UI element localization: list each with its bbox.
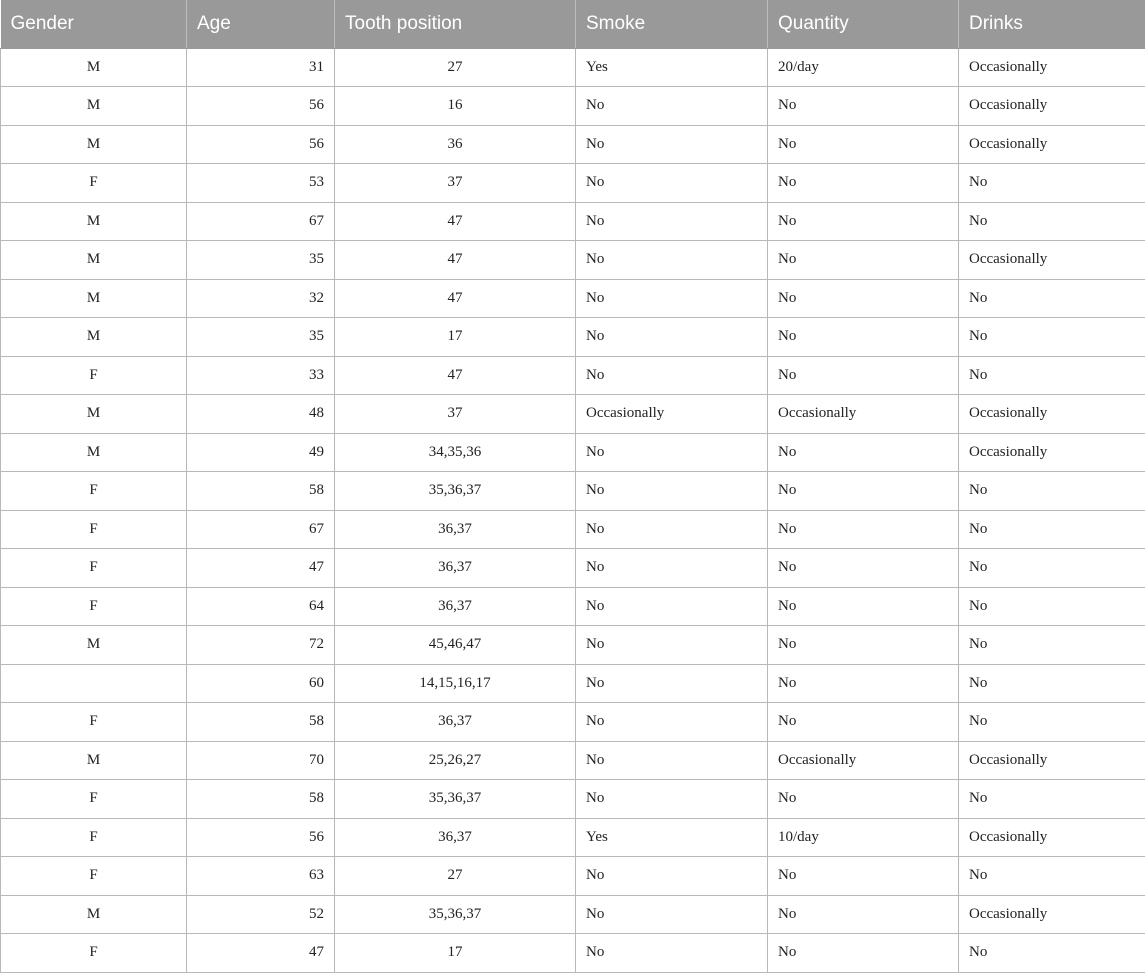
cell-age: 49: [187, 433, 335, 472]
table-row: [1, 48, 1145, 87]
cell-smoke: No: [576, 626, 768, 665]
cell-drinks: Occasionally: [959, 125, 1145, 164]
cell-tooth-position: 37: [335, 164, 576, 203]
cell-smoke: No: [576, 279, 768, 318]
cell-quantity: No: [768, 356, 959, 395]
cell-gender: M: [1, 202, 187, 241]
cell-quantity: No: [768, 703, 959, 742]
cell-drinks: No: [959, 202, 1145, 241]
cell-smoke: No: [576, 241, 768, 280]
cell-gender: F: [1, 472, 187, 511]
cell-quantity: No: [768, 202, 959, 241]
cell-tooth-position: 36,37: [335, 510, 576, 549]
cell-drinks: No: [959, 780, 1145, 819]
cell-drinks: No: [959, 664, 1145, 703]
cell-tooth-position: 16: [335, 87, 576, 126]
cell-age: 67: [187, 510, 335, 549]
cell-smoke: No: [576, 895, 768, 934]
cell-age: 70: [187, 741, 335, 780]
cell-drinks: Occasionally: [959, 87, 1145, 126]
cell-tooth-position: 35,36,37: [335, 895, 576, 934]
cell-gender: M: [1, 125, 187, 164]
table-row: [1, 587, 1145, 626]
cell-gender: M: [1, 279, 187, 318]
cell-smoke: No: [576, 433, 768, 472]
table-row: [1, 780, 1145, 819]
cell-quantity: No: [768, 318, 959, 357]
cell-drinks: No: [959, 510, 1145, 549]
cell-smoke: No: [576, 857, 768, 896]
cell-age: 63: [187, 857, 335, 896]
cell-tooth-position: 47: [335, 202, 576, 241]
cell-age: 56: [187, 125, 335, 164]
cell-age: 32: [187, 279, 335, 318]
cell-smoke: No: [576, 587, 768, 626]
cell-tooth-position: 47: [335, 279, 576, 318]
table-row: [1, 395, 1145, 434]
cell-quantity: No: [768, 472, 959, 511]
cell-quantity: Occasionally: [768, 395, 959, 434]
cell-tooth-position: 36: [335, 125, 576, 164]
table-row: [1, 549, 1145, 588]
cell-smoke: No: [576, 780, 768, 819]
cell-quantity: No: [768, 934, 959, 973]
cell-drinks: No: [959, 703, 1145, 742]
cell-age: 67: [187, 202, 335, 241]
cell-quantity: No: [768, 279, 959, 318]
table-row: [1, 934, 1145, 973]
table-row: [1, 818, 1145, 857]
cell-tooth-position: 36,37: [335, 703, 576, 742]
cell-age: 53: [187, 164, 335, 203]
cell-smoke: No: [576, 202, 768, 241]
cell-tooth-position: 36,37: [335, 587, 576, 626]
cell-drinks: No: [959, 549, 1145, 588]
cell-gender: F: [1, 934, 187, 973]
cell-smoke: No: [576, 934, 768, 973]
cell-smoke: No: [576, 472, 768, 511]
table-row: [1, 626, 1145, 665]
cell-gender: F: [1, 510, 187, 549]
cell-tooth-position: 36,37: [335, 818, 576, 857]
cell-drinks: Occasionally: [959, 895, 1145, 934]
cell-smoke: No: [576, 510, 768, 549]
cell-drinks: Occasionally: [959, 433, 1145, 472]
cell-age: 33: [187, 356, 335, 395]
cell-gender: M: [1, 895, 187, 934]
cell-age: 64: [187, 587, 335, 626]
cell-gender: F: [1, 356, 187, 395]
cell-drinks: No: [959, 472, 1145, 511]
cell-age: 58: [187, 703, 335, 742]
cell-tooth-position: 37: [335, 395, 576, 434]
table-row: [1, 664, 1145, 703]
cell-quantity: No: [768, 510, 959, 549]
cell-tooth-position: 45,46,47: [335, 626, 576, 665]
header-quantity: Quantity: [768, 0, 959, 48]
cell-tooth-position: 17: [335, 934, 576, 973]
cell-gender: F: [1, 164, 187, 203]
table-row: [1, 703, 1145, 742]
cell-tooth-position: 27: [335, 857, 576, 896]
header-drinks: Drinks: [959, 0, 1145, 48]
cell-tooth-position: 17: [335, 318, 576, 357]
cell-drinks: Occasionally: [959, 395, 1145, 434]
table-row: [1, 510, 1145, 549]
cell-quantity: No: [768, 549, 959, 588]
cell-quantity: No: [768, 626, 959, 665]
cell-quantity: Occasionally: [768, 741, 959, 780]
cell-quantity: No: [768, 433, 959, 472]
cell-smoke: Occasionally: [576, 395, 768, 434]
cell-age: 56: [187, 818, 335, 857]
cell-gender: F: [1, 703, 187, 742]
cell-smoke: No: [576, 741, 768, 780]
cell-smoke: No: [576, 703, 768, 742]
cell-tooth-position: 35,36,37: [335, 780, 576, 819]
cell-gender: F: [1, 549, 187, 588]
cell-quantity: 10/day: [768, 818, 959, 857]
cell-gender: M: [1, 241, 187, 280]
cell-drinks: No: [959, 164, 1145, 203]
header-smoke: Smoke: [576, 0, 768, 48]
table-row: [1, 87, 1145, 126]
cell-quantity: No: [768, 241, 959, 280]
cell-quantity: No: [768, 87, 959, 126]
cell-smoke: No: [576, 318, 768, 357]
cell-gender: M: [1, 48, 187, 87]
cell-smoke: No: [576, 164, 768, 203]
cell-smoke: No: [576, 87, 768, 126]
cell-age: 31: [187, 48, 335, 87]
header-gender: Gender: [1, 0, 187, 48]
cell-drinks: Occasionally: [959, 241, 1145, 280]
cell-quantity: No: [768, 125, 959, 164]
table-row: [1, 472, 1145, 511]
cell-drinks: No: [959, 318, 1145, 357]
cell-smoke: Yes: [576, 48, 768, 87]
cell-age: 58: [187, 780, 335, 819]
cell-drinks: No: [959, 626, 1145, 665]
cell-drinks: No: [959, 279, 1145, 318]
cell-gender: F: [1, 780, 187, 819]
cell-tooth-position: 47: [335, 241, 576, 280]
cell-smoke: No: [576, 549, 768, 588]
cell-gender: F: [1, 587, 187, 626]
cell-quantity: No: [768, 664, 959, 703]
table-row: [1, 356, 1145, 395]
header-tooth-position: Tooth position: [335, 0, 576, 48]
cell-tooth-position: 25,26,27: [335, 741, 576, 780]
table-row: [1, 125, 1145, 164]
cell-gender: M: [1, 433, 187, 472]
cell-smoke: Yes: [576, 818, 768, 857]
cell-smoke: No: [576, 356, 768, 395]
cell-age: 72: [187, 626, 335, 665]
cell-drinks: No: [959, 857, 1145, 896]
table-body: [1, 48, 1145, 972]
cell-gender: M: [1, 626, 187, 665]
cell-quantity: No: [768, 587, 959, 626]
cell-drinks: No: [959, 356, 1145, 395]
cell-quantity: 20/day: [768, 48, 959, 87]
table-row: [1, 318, 1145, 357]
cell-age: 56: [187, 87, 335, 126]
cell-tooth-position: 35,36,37: [335, 472, 576, 511]
cell-gender: F: [1, 857, 187, 896]
table-row: [1, 741, 1145, 780]
cell-age: 58: [187, 472, 335, 511]
cell-age: 60: [187, 664, 335, 703]
cell-drinks: Occasionally: [959, 48, 1145, 87]
cell-gender: [1, 664, 187, 703]
cell-gender: M: [1, 741, 187, 780]
cell-gender: M: [1, 395, 187, 434]
cell-tooth-position: 14,15,16,17: [335, 664, 576, 703]
cell-drinks: Occasionally: [959, 818, 1145, 857]
cell-age: 52: [187, 895, 335, 934]
cell-age: 35: [187, 318, 335, 357]
cell-quantity: No: [768, 780, 959, 819]
cell-tooth-position: 36,37: [335, 549, 576, 588]
cell-quantity: No: [768, 164, 959, 203]
cell-drinks: No: [959, 587, 1145, 626]
cell-smoke: No: [576, 125, 768, 164]
table-row: [1, 164, 1145, 203]
header-row: [1, 0, 1145, 48]
cell-age: 47: [187, 549, 335, 588]
table-header: [1, 0, 1145, 48]
table-row: [1, 895, 1145, 934]
header-age: Age: [187, 0, 335, 48]
cell-tooth-position: 34,35,36: [335, 433, 576, 472]
table-row: [1, 857, 1145, 896]
table-row: [1, 279, 1145, 318]
cell-age: 48: [187, 395, 335, 434]
table-row: [1, 202, 1145, 241]
cell-drinks: No: [959, 934, 1145, 973]
cell-tooth-position: 47: [335, 356, 576, 395]
cell-tooth-position: 27: [335, 48, 576, 87]
cell-quantity: No: [768, 895, 959, 934]
cell-quantity: No: [768, 857, 959, 896]
table-row: [1, 241, 1145, 280]
cell-age: 35: [187, 241, 335, 280]
cell-gender: M: [1, 318, 187, 357]
table-row: [1, 433, 1145, 472]
cell-gender: M: [1, 87, 187, 126]
cell-drinks: Occasionally: [959, 741, 1145, 780]
cell-gender: F: [1, 818, 187, 857]
cell-smoke: No: [576, 664, 768, 703]
cell-age: 47: [187, 934, 335, 973]
